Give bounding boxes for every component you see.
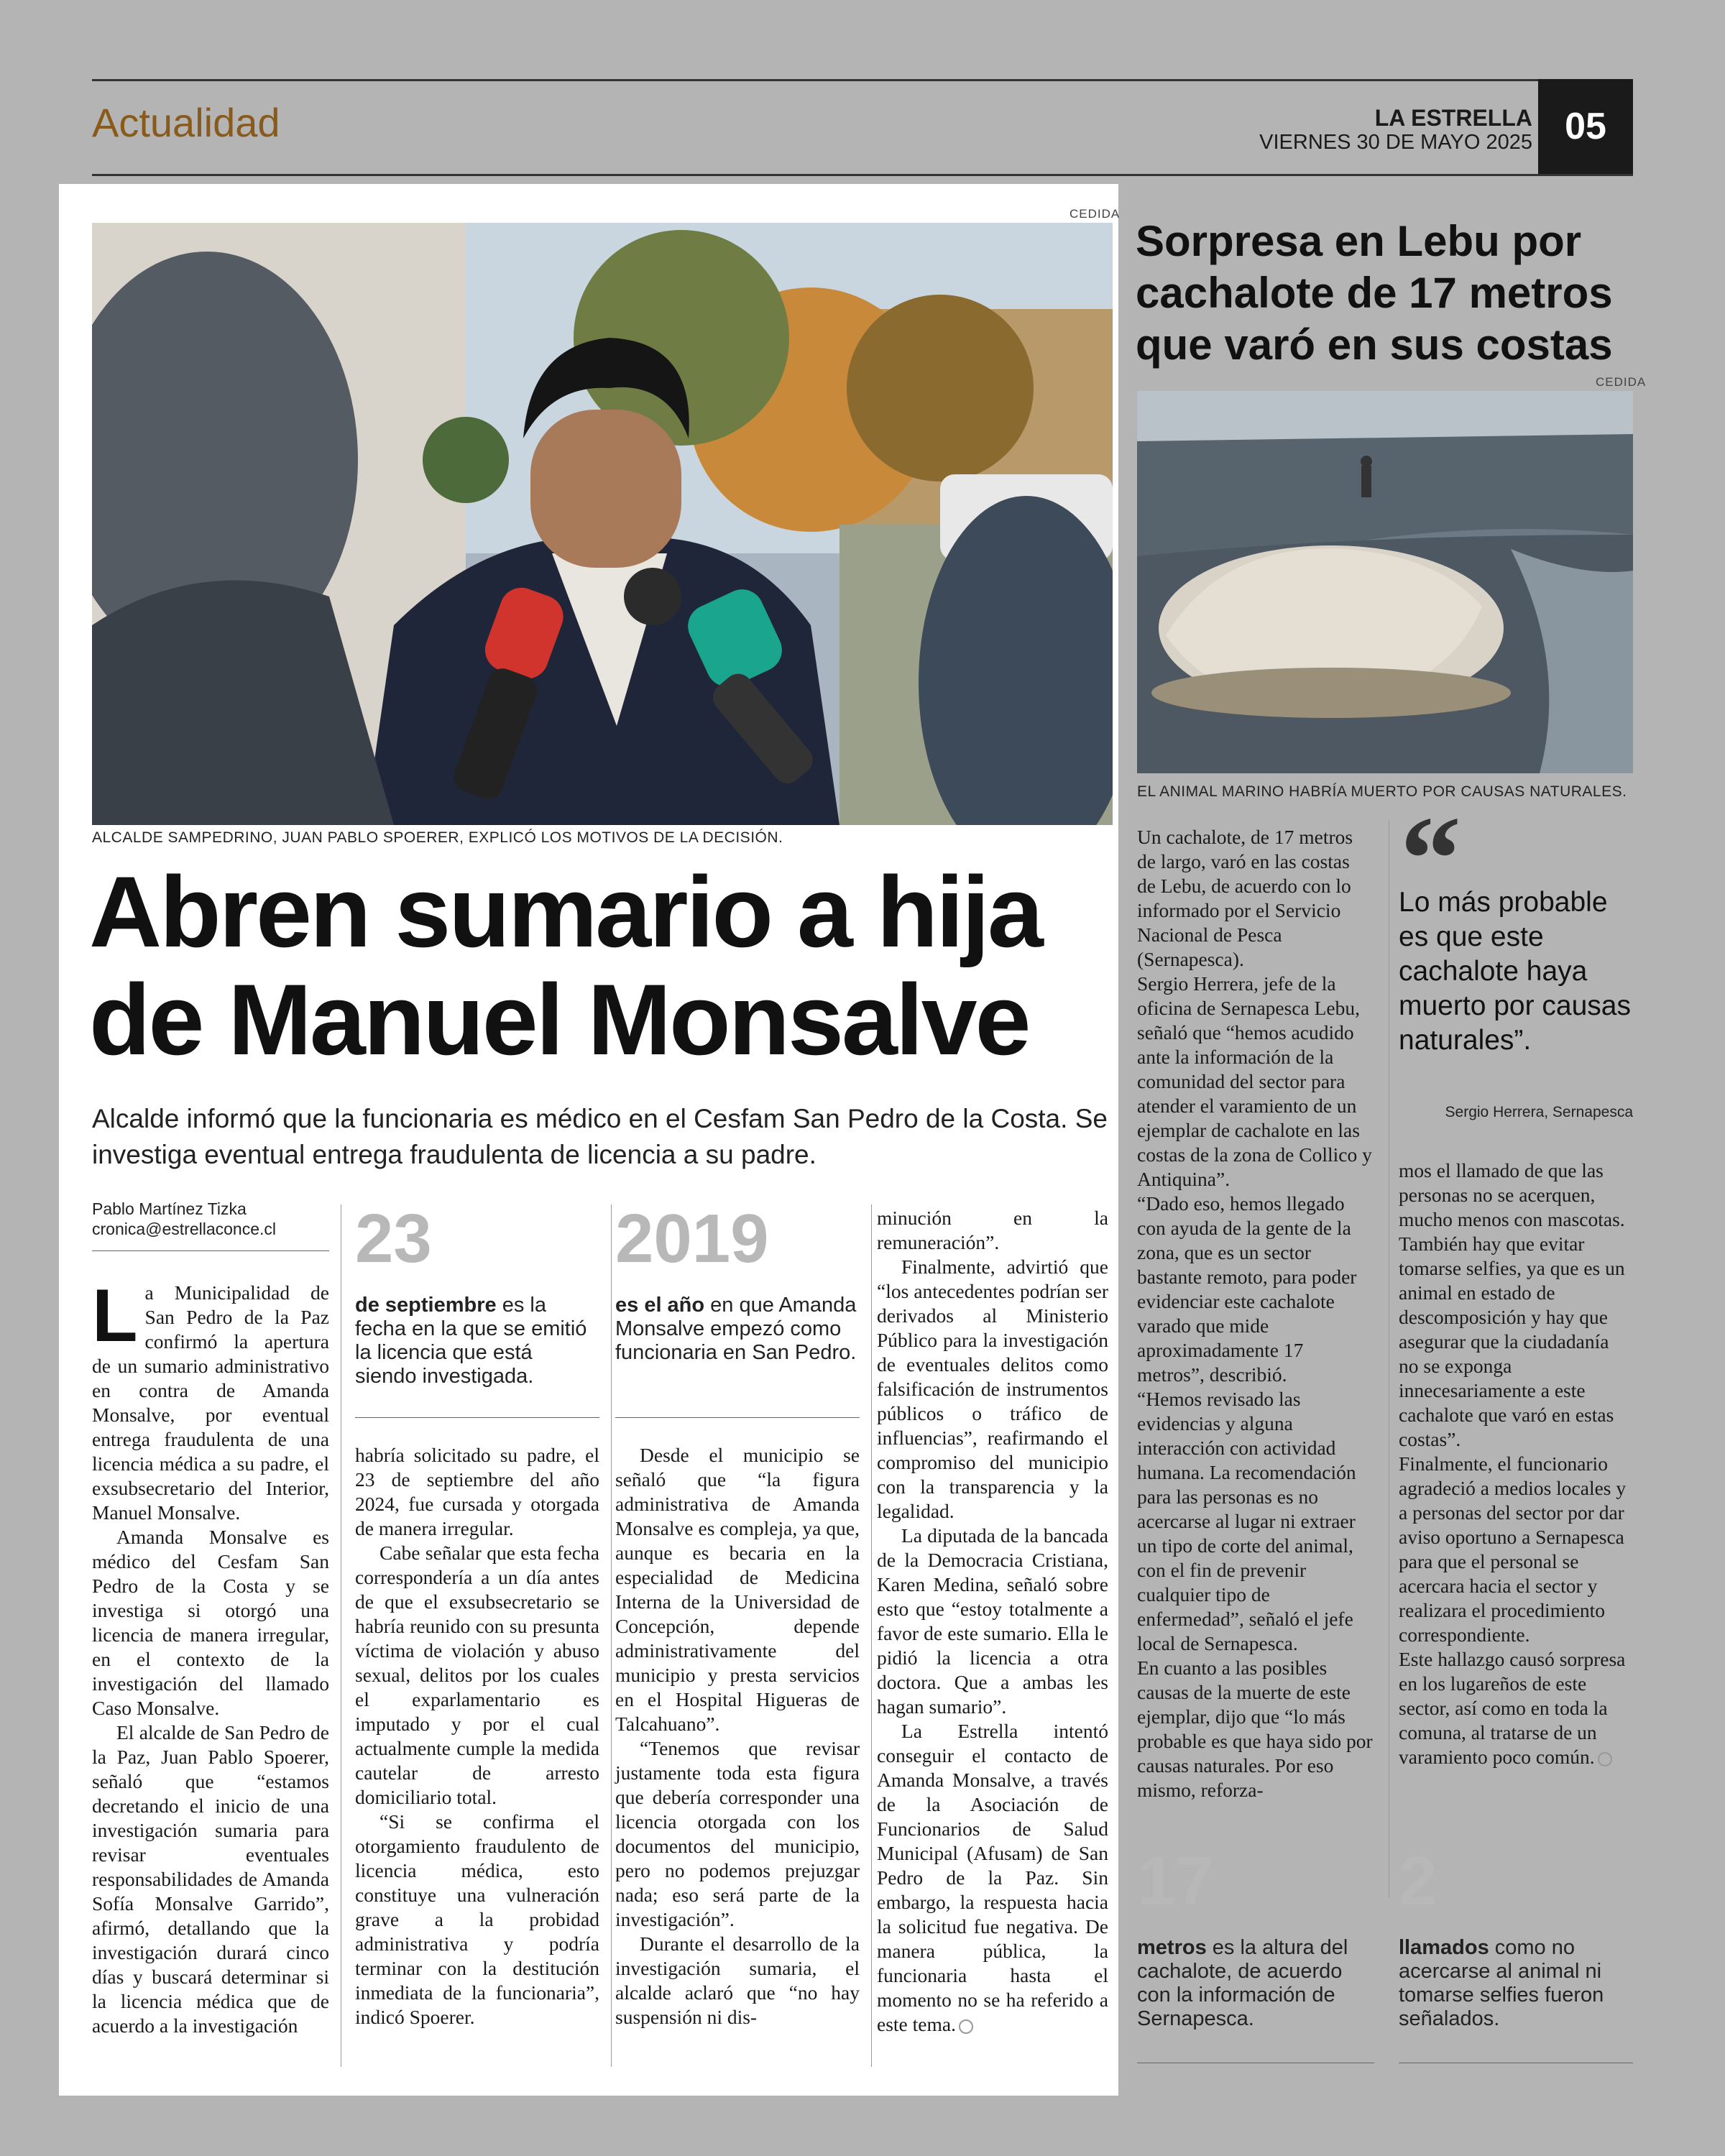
stranded-whale-illustration <box>1137 391 1633 773</box>
main-paragraph: La diputada de la bancada de la Democracia Cristiana, Karen Medina, señaló sobre esto que “estoy totalmente a favor de este sumario. Ella le pidió la licencia a otra doctora. Que a ambas les hagan sumario”. <box>877 1524 1108 1718</box>
side-photo-caption: EL ANIMAL MARINO HABRÍA MUERTO POR CAUSAS NATURALES. <box>1137 783 1627 800</box>
fact-rule <box>615 1417 860 1418</box>
header-rule-top <box>92 79 1633 81</box>
main-paragraph: Cabe señalar que esta fecha correspondería a un día antes de que el exsubsecretario se habría reunido con su presunta víctima de violación y abuso sexual, delitos por los cuales el exparlamentario es imputado y por el cual actualmente cumple la medida cautelar de arresto domiciliario total. <box>355 1542 599 1808</box>
side-paragraph: Un cachalote, de 17 metros de largo, varó en las costas de Lebu, de acuerdo con lo informado por el Servicio Nacional de Pesca (Sernapesca). <box>1137 826 1353 970</box>
drop-cap: L <box>92 1274 138 1358</box>
newspaper-name: LA ESTRELLA <box>1374 105 1532 131</box>
main-paragraph: “Tenemos que revisar justamente toda esta figura que debería corresponder una licencia otorgada con los documentos del municipio, pero no podemos prejuzgar nada; eso será parte de la investigación”. <box>615 1737 860 1930</box>
fact-box-17 <box>1137 1843 1374 2031</box>
main-paragraph: Desde el municipio se señaló que “la figura administrativa de Amanda Monsalve es compleja, ya que, aunque es becaria en la especialidad de Medicina Interna de la Universidad de Concepción, depende administrativamente del municipio y presta servicios en el Hospital Higueras de Talcahuano”. <box>615 1444 860 1735</box>
fact-text: llamados como no acercarse al animal ni tomarse selfies fueron señalados. <box>1399 1936 1604 2030</box>
headline-line-2: de Manuel Monsalve <box>89 963 1029 1076</box>
column-divider <box>871 1204 872 2067</box>
main-paragraph: habría solicitado su padre, el 23 de septiembre del año 2024, fue cursada y otorgada de manera irregular. <box>355 1444 599 1539</box>
mayor-interview-illustration <box>92 223 1113 825</box>
masthead <box>1259 106 1532 153</box>
main-paragraph: La Estrella intentó conseguir el contacto de Amanda Monsalve, a través de la Asociación de Funcionarios de Salud Municipal (Afusam) de San Pedro de la Paz. Sin embargo, la respuesta hacia la solicitud fue negativa. De manera pública, la funcionaria hasta el momento no se ha referido a este tema. <box>877 1720 1108 2035</box>
page-number: 05 <box>1538 79 1633 174</box>
fact-number: 23 <box>355 1200 432 1277</box>
whale-photo <box>1137 391 1633 773</box>
side-column-2 <box>1399 1158 1633 1769</box>
main-column-2 <box>355 1443 599 2030</box>
quote-mark: “ <box>1400 791 1461 926</box>
side-column-1 <box>1137 825 1373 1802</box>
fact-box-2 <box>1399 1843 1633 2031</box>
byline-rule <box>92 1250 329 1251</box>
fact-text: es el año en que Amanda Monsalve empezó como funcionaria en San Pedro. <box>615 1294 857 1364</box>
fact-box-23 <box>355 1200 599 1388</box>
side-paragraph: Sergio Herrera, jefe de la oficina de Sernapesca Lebu, señaló que “hemos acudido ante la información de la comunidad del sector para atender el varamiento de un ejemplar de cachalote en las costas de la zona de Collico y Antiquina”. <box>1137 972 1372 1190</box>
mayor-interview-photo <box>92 223 1113 825</box>
fact-number: 2019 <box>615 1200 769 1277</box>
pull-quote: Lo más probable es que este cachalote haya muerto por causas naturales”. <box>1399 887 1631 1056</box>
author-email: cronica@estrellaconce.cl <box>92 1220 277 1238</box>
main-paragraph: La Municipalidad de San Pedro de la Paz confirmó la apertura de un sumario administrativo en contra de Amanda Monsalve, por eventual entrega fraudulenta de una licencia médica a su padre, el exsubsecretario del Interior, Manuel Monsalve. <box>92 1274 329 1524</box>
deck: Alcalde informó que la funcionaria es médico en el Cesfam San Pedro de la Costa. Se investiga eventual entrega fraudulenta de licencia a su padre. <box>92 1104 1108 1169</box>
column-divider <box>611 1204 612 2067</box>
side-paragraph: En cuanto a las posibles causas de la muerte de este ejemplar, dijo que “lo más probable es que haya sido por causas naturales. Por eso mismo, reforza- <box>1137 1657 1373 1801</box>
main-column-1 <box>92 1274 329 2038</box>
edition-date: VIERNES 30 DE MAYO 2025 <box>1259 131 1532 154</box>
headline <box>89 855 1110 1076</box>
side-paragraph: “Dado eso, hemos llegado con ayuda de la gente de la zona, que es un sector bastante remoto, para poder evidenciar este cachalote varado que mide aproximadamente 17 metros”, describió. <box>1137 1192 1357 1386</box>
fact-box-2019 <box>615 1200 860 1365</box>
headline-line-1: Abren sumario a hija <box>89 855 1041 968</box>
main-paragraph: El alcalde de San Pedro de la Paz, Juan Pablo Spoerer, señaló que “estamos decretando el inicio de una investigación sumaria para revisar eventuales responsabilidades de Amanda Sofía Monsalve Garrido”, afirmó, detallando que la investigación durará cinco días y buscará determinar si la licencia médica que de acuerdo a la investigación <box>92 1721 329 2037</box>
photo-caption: ALCALDE SAMPEDRINO, JUAN PABLO SPOERER, EXPLICÓ LOS MOTIVOS DE LA DECISIÓN. <box>92 829 783 846</box>
side-paragraph: mos el llamado de que las personas no se acerquen, mucho menos con mascotas. También hay que evitar tomarse selfies, ya que es un animal en estado de descomposición y hay que asegurar que la ciudadanía no se exponga innecesariamente a este cachalote que varó en estas costas”. <box>1399 1159 1625 1450</box>
author-name: Pablo Martínez Tizka <box>92 1199 247 1218</box>
main-paragraph: Finalmente, advirtió que “los antecedentes podrían ser derivados al Ministerio Público para la investigación de eventuales delitos como falsificación de instrumentos públicos o tráfico de influencias”, reafirmando el compromiso del municipio con la transparencia y la legalidad. <box>877 1256 1108 1522</box>
fact-text: metros es la altura del cachalote, de acuerdo con la información de Sernapesca. <box>1137 1936 1348 2030</box>
quote-author: Sergio Herrera, Sernapesca <box>1445 1104 1633 1120</box>
fact-rule <box>355 1417 599 1418</box>
header-rule-bottom <box>92 174 1633 176</box>
side-headline: Sorpresa en Lebu por cachalote de 17 metros que varó en sus costas <box>1136 217 1613 369</box>
end-mark-icon <box>1598 1752 1612 1766</box>
main-paragraph: minución en la remuneración”. <box>877 1207 1108 1253</box>
main-paragraph: Amanda Monsalve es médico del Cesfam San Pedro de la Costa y se investiga si otorgó una licencia de manera irregular, en el contexto de la investigación del llamado Caso Monsalve. <box>92 1526 329 1719</box>
fact-text: de septiembre es la fecha en la que se emitió la licencia que está siendo investigada. <box>355 1294 587 1388</box>
main-paragraph: “Si se confirma el otorgamiento fraudulento de licencia médica, esto constituye una vulneración grave a la probidad administrativa y podría terminar con la destitución inmediata de la funcionaria”, indicó Spoerer. <box>355 1810 599 2028</box>
byline <box>92 1199 329 1239</box>
photo-credit: CEDIDA <box>1070 207 1121 221</box>
end-mark-icon <box>959 2019 973 2034</box>
section-title: Actualidad <box>92 100 280 145</box>
side-paragraph: “Hemos revisado las evidencias y alguna interacción con actividad humana. La recomendación para las personas es no acercarse al lugar ni extraer un tipo de corte del animal, con el fin de prevenir cualquier tipo de enfermedad”, señaló el jefe local de Sernapesca. <box>1137 1388 1356 1654</box>
side-paragraph: Este hallazgo causó sorpresa en los lugareños de este sector, así como en toda la comuna, al tratarse de un varamiento poco común. <box>1399 1648 1626 1768</box>
side-photo-credit: CEDIDA <box>1596 375 1647 389</box>
main-article <box>59 184 1121 2096</box>
fact-number: 2 <box>1399 1843 1438 1920</box>
side-paragraph: Finalmente, el funcionario agradeció a medios locales y a personas del sector por dar aviso oportuno a Sernapesca para que el personal se acercara hacia el sector y realizara el procedimiento correspondiente. <box>1399 1452 1627 1646</box>
main-paragraph: Durante el desarrollo de la investigación sumaria, el alcalde aclaró que “no hay suspensión ni dis- <box>615 1932 860 2028</box>
main-column-3 <box>615 1443 860 2030</box>
main-column-4 <box>877 1206 1108 2037</box>
fact-number: 17 <box>1137 1843 1214 1920</box>
